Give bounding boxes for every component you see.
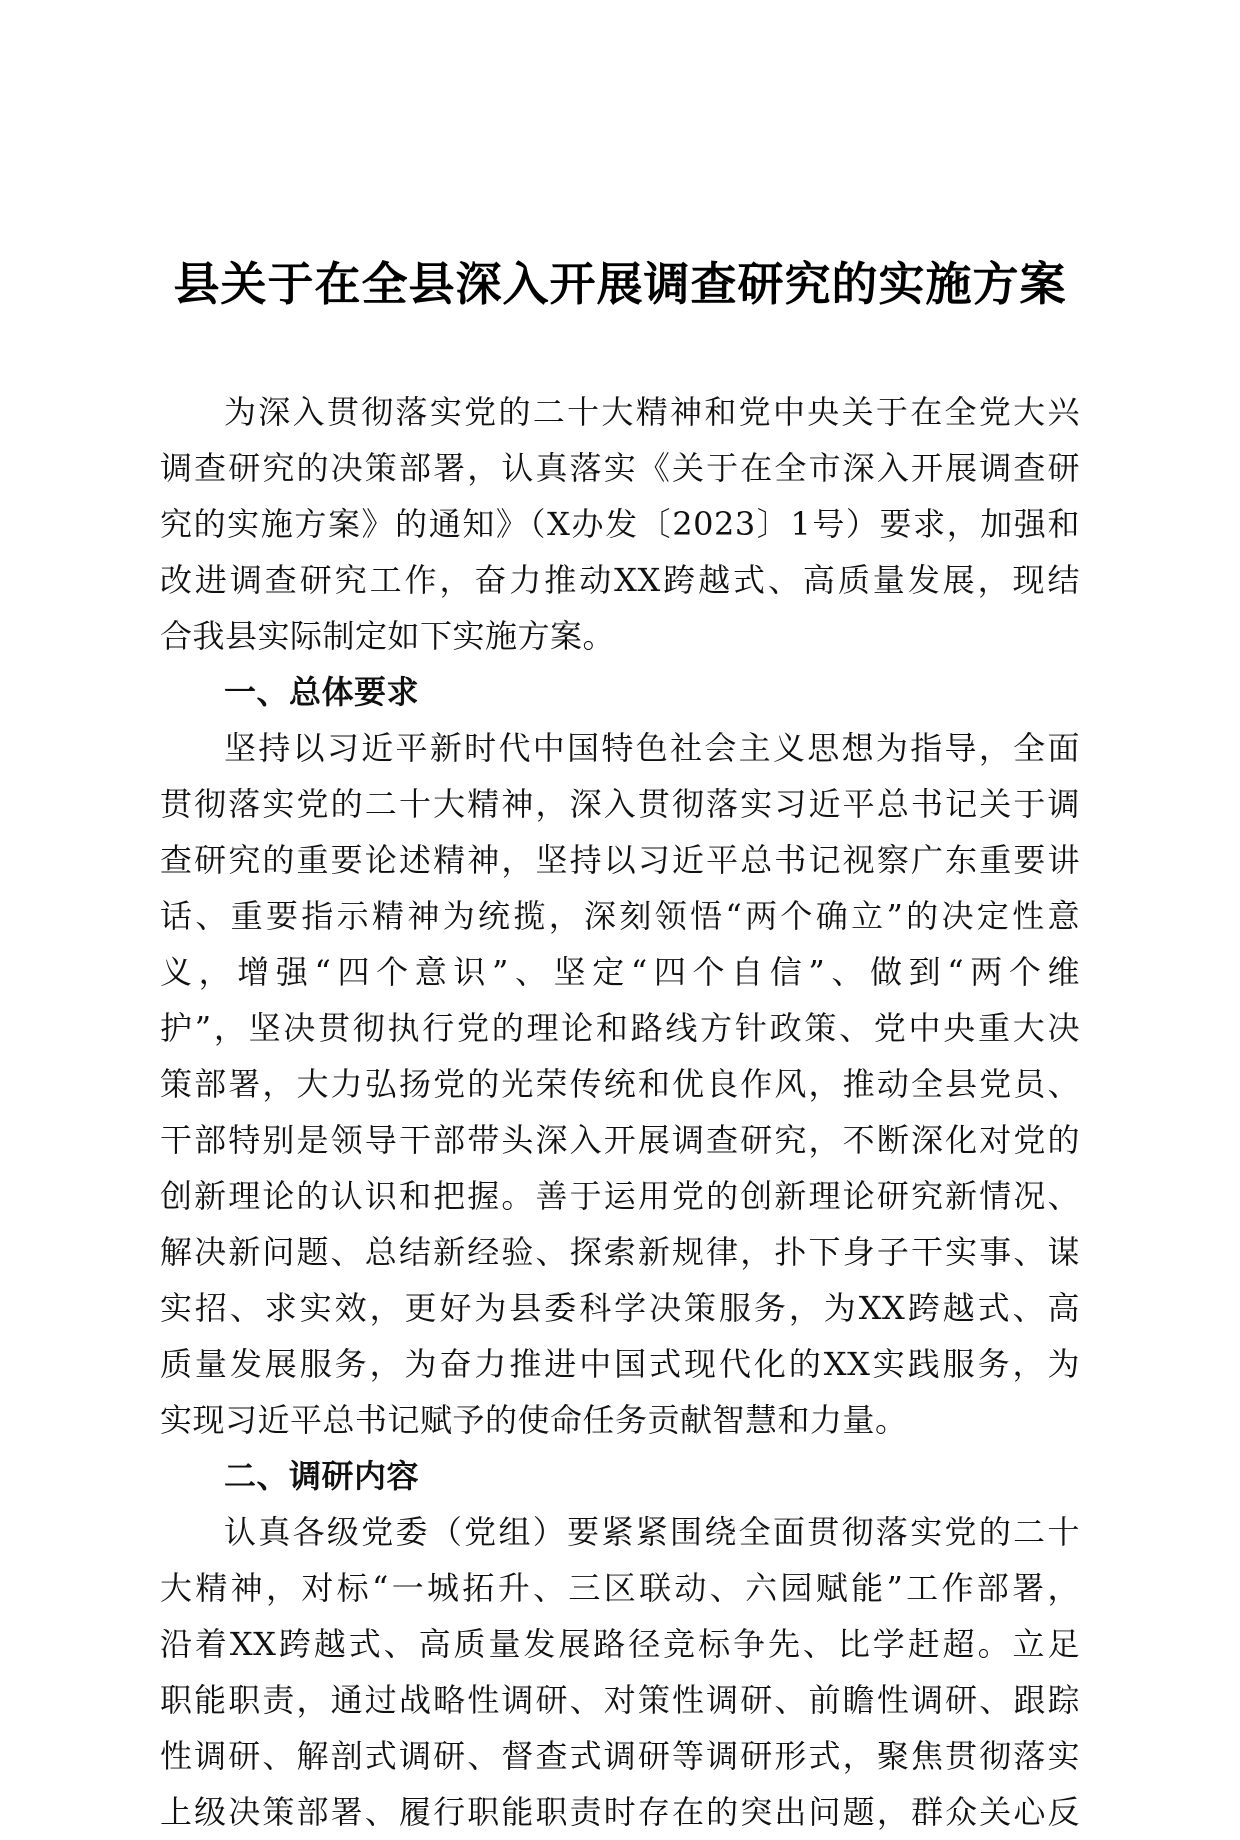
paragraph-line: 护”，坚决贯彻执行党的理论和路线方针政策、党中央重大决 bbox=[160, 1009, 1080, 1047]
paragraph-line: 为深入贯彻落实党的二十大精神和党中央关于在全党大兴 bbox=[224, 393, 1080, 431]
paragraph-line: 职能职责，通过战略性调研、对策性调研、前瞻性调研、跟踪 bbox=[160, 1681, 1080, 1719]
paragraph-line: 义，增强“四个意识”、坚定“四个自信”、做到“两个维 bbox=[160, 953, 1080, 991]
paragraph-line: 大精神，对标“一城拓升、三区联动、六园赋能”工作部署， bbox=[160, 1569, 1080, 1607]
paragraph-line: 贯彻落实党的二十大精神，深入贯彻落实习近平总书记关于调 bbox=[160, 785, 1080, 823]
paragraph-line: 实现习近平总书记赋予的使命任务贡献智慧和力量。 bbox=[160, 1401, 908, 1439]
paragraph-line: 话、重要指示精神为统揽，深刻领悟“两个确立”的决定性意 bbox=[160, 897, 1080, 935]
paragraph-line: 干部特别是领导干部带头深入开展调查研究，不断深化对党的 bbox=[160, 1121, 1080, 1159]
paragraph-line: 调查研究的决策部署，认真落实《关于在全市深入开展调查研 bbox=[160, 449, 1080, 487]
paragraph-line: 合我县实际制定如下实施方案。 bbox=[160, 617, 616, 655]
document-title: 县关于在全县深入开展调查研究的实施方案 bbox=[173, 257, 1067, 311]
paragraph-line: 沿着XX跨越式、高质量发展路径竞标争先、比学赶超。立足 bbox=[160, 1625, 1080, 1663]
section-heading: 二、调研内容 bbox=[224, 1457, 420, 1495]
paragraph-line: 策部署，大力弘扬党的光荣传统和优良作风，推动全县党员、 bbox=[160, 1065, 1080, 1103]
paragraph-line: 坚持以习近平新时代中国特色社会主义思想为指导，全面 bbox=[224, 729, 1080, 767]
paragraph-line: 质量发展服务，为奋力推进中国式现代化的XX实践服务，为 bbox=[160, 1345, 1080, 1383]
paragraph-line: 创新理论的认识和把握。善于运用党的创新理论研究新情况、 bbox=[160, 1177, 1080, 1215]
paragraph-line: 上级决策部署、履行职能职责时存在的突出问题，群众关心反 bbox=[160, 1793, 1080, 1831]
paragraph-line: 解决新问题、总结新经验、探索新规律，扑下身子干实事、谋 bbox=[160, 1233, 1080, 1271]
paragraph-line: 改进调查研究工作，奋力推动XX跨越式、高质量发展，现结 bbox=[160, 561, 1080, 599]
paragraph-line: 究的实施方案》的通知》（X办发〔2023〕1号）要求，加强和 bbox=[160, 505, 1080, 543]
paragraph-line: 认真各级党委（党组）要紧紧围绕全面贯彻落实党的二十 bbox=[224, 1513, 1080, 1551]
section-heading: 一、总体要求 bbox=[224, 673, 420, 711]
document-body bbox=[160, 384, 1080, 1840]
paragraph-line: 性调研、解剖式调研、督查式调研等调研形式，聚焦贯彻落实 bbox=[160, 1737, 1080, 1775]
paragraph-line: 查研究的重要论述精神，坚持以习近平总书记视察广东重要讲 bbox=[160, 841, 1080, 879]
paragraph-line: 实招、求实效，更好为县委科学决策服务，为XX跨越式、高 bbox=[160, 1289, 1080, 1327]
